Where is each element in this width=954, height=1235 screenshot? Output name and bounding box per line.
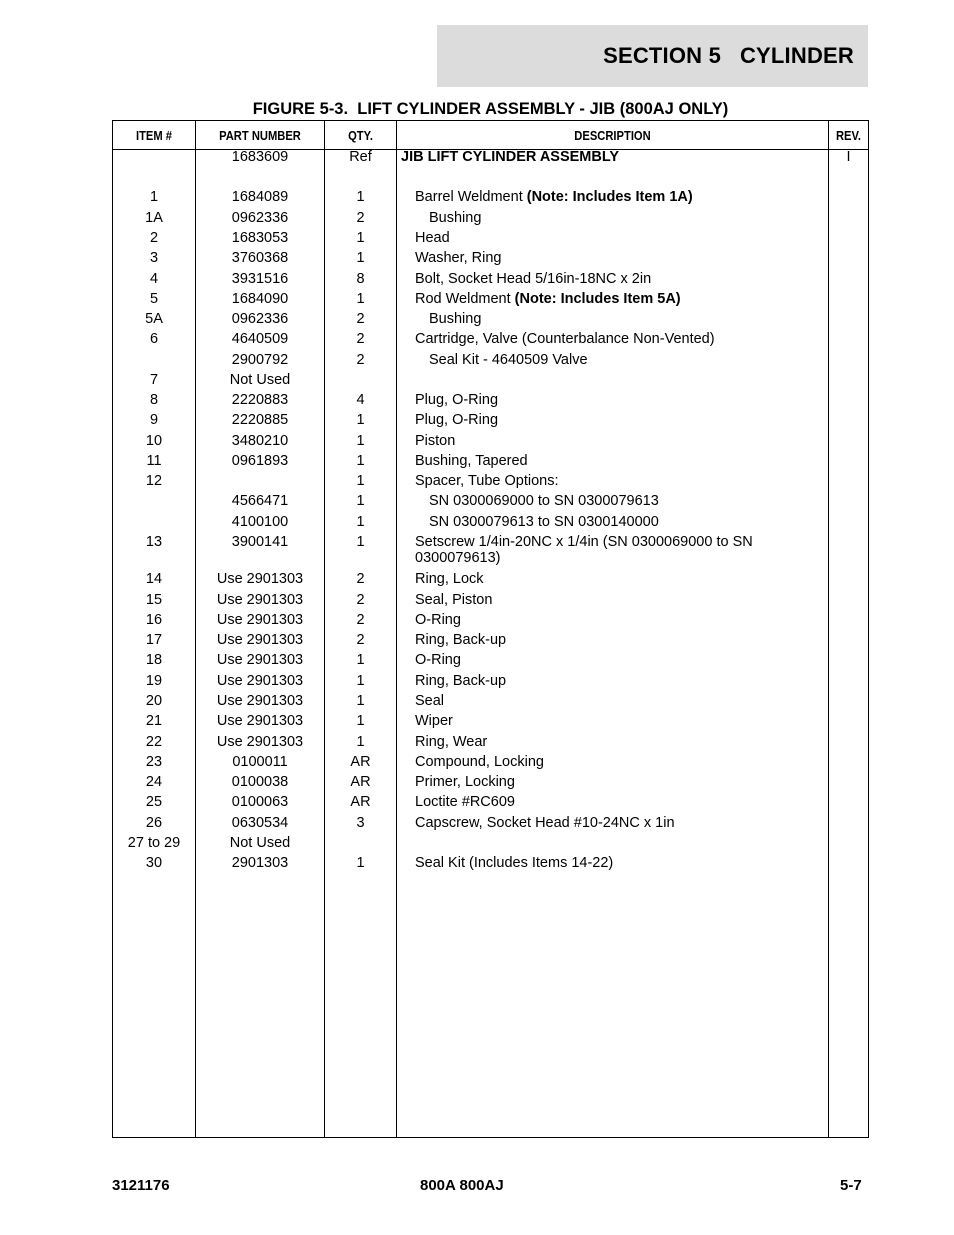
row-description-text: Seal Kit (Includes Items 14-22) (415, 855, 614, 871)
row-qty: 1 (356, 412, 365, 428)
row-item-number: 3 (149, 250, 159, 266)
row-item-number: 5A (145, 311, 163, 327)
row-part-number: Use 2901303 (216, 632, 304, 648)
row-part-number: 0100011 (232, 754, 288, 770)
row-description (415, 453, 835, 469)
row-qty: 1 (356, 693, 365, 709)
row-qty: 1 (356, 652, 365, 668)
row-qty: 3 (356, 815, 365, 831)
row-item-number: 11 (146, 453, 162, 469)
row-item-number: 27 to 29 (127, 835, 181, 851)
column-divider (396, 121, 397, 1137)
row-description (415, 571, 835, 587)
row-part-number: 3931516 (231, 271, 289, 287)
row-part-number: 4100100 (231, 514, 289, 530)
row-part-number: 2220885 (231, 412, 289, 428)
row-description (415, 855, 835, 871)
row-item-number: 8 (149, 392, 159, 408)
row-item-number: 9 (149, 412, 159, 428)
row-qty: 1 (356, 673, 365, 689)
row-item-number: 1 (149, 189, 159, 205)
row-qty: 2 (356, 612, 365, 628)
row-description (415, 250, 835, 266)
row-description-text: Loctite #RC609 (415, 794, 515, 810)
header-item: ITEM # (135, 127, 173, 143)
row-part-number: Not Used (229, 372, 291, 388)
row-part-number: 0961893 (231, 453, 289, 469)
row-description (415, 794, 835, 810)
row-qty: 1 (356, 713, 365, 729)
row-description-note: (Note: Includes Item 1A) (526, 189, 693, 205)
row-description-text: Seal, Piston (415, 592, 493, 608)
row-part-number: Use 2901303 (216, 571, 304, 587)
row-description-text: Ring, Lock (415, 571, 484, 587)
row-qty: 2 (356, 571, 365, 587)
row-description (415, 392, 835, 408)
row-qty: 4 (356, 392, 365, 408)
row-part-number: 1683053 (231, 230, 289, 246)
row-description-text: Seal Kit - 4640509 Valve (429, 352, 588, 368)
row-qty: 1 (356, 493, 365, 509)
row-item-number: 12 (145, 473, 163, 489)
row-item-number: 20 (145, 693, 163, 709)
row-qty: 1 (356, 734, 365, 750)
row-part-number: 2900792 (231, 352, 289, 368)
row-qty: 2 (356, 331, 365, 347)
row-description-text: Capscrew, Socket Head #10-24NC x 1in (415, 815, 675, 831)
row-description (429, 493, 849, 509)
row-part-number: 0962336 (231, 311, 289, 327)
row-description-text: Setscrew 1/4in-20NC x 1/4in (SN 0300069000 to SN 0300079613) (415, 534, 753, 566)
row-description (415, 693, 835, 709)
row-item-number: 1A (145, 210, 163, 226)
row-description (415, 592, 835, 608)
row-description (415, 534, 835, 566)
row-description (415, 291, 835, 307)
row-qty: 2 (356, 210, 365, 226)
row-qty: 2 (356, 632, 365, 648)
row-description-text: Bushing (429, 210, 482, 226)
row-item-number: 19 (145, 673, 163, 689)
row-qty: 1 (356, 453, 365, 469)
document-number: 3121176 (112, 1177, 170, 1194)
row-part-number: 4566471 (231, 493, 289, 509)
row-qty: Ref (349, 149, 372, 165)
row-part-number: 0100063 (231, 794, 289, 810)
row-item-number: 6 (149, 331, 159, 347)
row-item-number: 30 (145, 855, 163, 871)
row-item-number: 23 (145, 754, 163, 770)
row-description (415, 632, 835, 648)
row-qty: 2 (356, 311, 365, 327)
row-description-text: Spacer, Tube Options: (415, 473, 559, 489)
row-part-number: Use 2901303 (216, 592, 304, 608)
row-part-number: 0962336 (231, 210, 289, 226)
row-description-text: Bolt, Socket Head 5/16in-18NC x 2in (415, 271, 652, 287)
row-description-text: SN 0300079613 to SN 0300140000 (429, 514, 659, 530)
row-description-text: Ring, Wear (415, 734, 488, 750)
row-description (429, 352, 849, 368)
row-qty: 2 (356, 352, 365, 368)
row-description (415, 815, 835, 831)
header-rev: REV. (835, 127, 862, 143)
row-description-note: (Note: Includes Item 5A) (514, 291, 681, 307)
section-header (437, 25, 868, 87)
row-item-number: 13 (145, 534, 163, 550)
row-part-number: Use 2901303 (216, 652, 304, 668)
row-qty: 1 (356, 534, 365, 550)
row-item-number: 26 (145, 815, 163, 831)
row-description-text: Ring, Back-up (415, 632, 507, 648)
row-description-text: Wiper (415, 713, 453, 729)
row-part-number: 2901303 (231, 855, 289, 871)
row-item-number: 22 (145, 734, 163, 750)
row-part-number: Not Used (229, 835, 291, 851)
row-qty: AR (350, 754, 371, 770)
header-qty: QTY. (348, 127, 373, 143)
row-description-text: Cartridge, Valve (Counterbalance Non-Vented) (415, 331, 715, 347)
row-description-text: Bushing (429, 311, 482, 327)
row-description (415, 754, 835, 770)
row-qty: 1 (356, 230, 365, 246)
row-part-number: 3480210 (231, 433, 289, 449)
row-description-text: Compound, Locking (415, 754, 544, 770)
row-part-number: Use 2901303 (216, 713, 304, 729)
row-description-text: Plug, O-Ring (415, 392, 499, 408)
row-part-number: 1684089 (231, 189, 289, 205)
row-item-number: 24 (145, 774, 163, 790)
row-part-number: Use 2901303 (216, 693, 304, 709)
row-qty: AR (350, 774, 371, 790)
row-description-text: Plug, O-Ring (415, 412, 499, 428)
section-title: SECTION 5 CYLINDER (603, 43, 854, 68)
row-description-text: Barrel Weldment (415, 189, 527, 205)
row-qty: 1 (356, 189, 365, 205)
row-description (429, 514, 849, 530)
row-description (415, 673, 835, 689)
row-qty: 8 (356, 271, 365, 287)
row-qty: 1 (356, 514, 365, 530)
row-description (415, 774, 835, 790)
row-description-text: Rod Weldment (415, 291, 515, 307)
row-part-number: 3760368 (231, 250, 289, 266)
header-part-number: PART NUMBER (219, 127, 301, 143)
row-part-number: 0100038 (231, 774, 289, 790)
row-item-number: 17 (145, 632, 163, 648)
row-description (415, 412, 835, 428)
row-description (415, 331, 835, 347)
row-part-number: 2220883 (231, 392, 289, 408)
row-item-number: 25 (145, 794, 163, 810)
row-description (415, 713, 835, 729)
header-description: DESCRIPTION (574, 127, 651, 143)
row-description (415, 473, 835, 489)
row-description-text: O-Ring (415, 612, 461, 628)
row-description-text: SN 0300069000 to SN 0300079613 (429, 493, 659, 509)
parts-table (112, 120, 869, 1138)
model-name: 800A 800AJ (420, 1177, 504, 1194)
row-item-number: 21 (145, 713, 163, 729)
row-qty: 1 (356, 291, 365, 307)
row-description (429, 311, 849, 327)
row-description (415, 652, 835, 668)
row-description (415, 230, 835, 246)
row-qty: AR (350, 794, 371, 810)
row-item-number: 5 (149, 291, 159, 307)
row-part-number: 4640509 (231, 331, 289, 347)
row-item-number: 4 (149, 271, 159, 287)
row-description-text: Primer, Locking (415, 774, 515, 790)
row-part-number: Use 2901303 (216, 612, 304, 628)
row-item-number: 14 (145, 571, 163, 587)
row-rev: I (846, 149, 851, 165)
row-qty: 2 (356, 592, 365, 608)
row-item-number: 15 (145, 592, 163, 608)
row-item-number: 16 (145, 612, 163, 628)
row-qty: 1 (356, 855, 365, 871)
row-part-number: 1684090 (231, 291, 289, 307)
row-description (401, 149, 821, 165)
row-part-number: 0630534 (231, 815, 289, 831)
row-item-number: 7 (149, 372, 159, 388)
row-description-text: Seal (415, 693, 445, 709)
row-description (415, 433, 835, 449)
row-description (415, 612, 835, 628)
row-description-text: Bushing, Tapered (415, 453, 528, 469)
row-part-number: Use 2901303 (216, 673, 304, 689)
row-part-number: Use 2901303 (216, 734, 304, 750)
row-description (415, 271, 835, 287)
row-description-text: JIB LIFT CYLINDER ASSEMBLY (401, 149, 620, 165)
row-item-number: 18 (145, 652, 163, 668)
row-description (415, 189, 835, 205)
row-item-number: 10 (145, 433, 163, 449)
row-item-number: 2 (149, 230, 159, 246)
row-part-number: 3900141 (231, 534, 289, 550)
page-number: 5-7 (840, 1177, 862, 1194)
figure-title: FIGURE 5-3. LIFT CYLINDER ASSEMBLY - JIB (800AJ ONLY) (252, 100, 729, 118)
row-part-number: 1683609 (231, 149, 289, 165)
row-description-text: O-Ring (415, 652, 461, 668)
row-qty: 1 (356, 473, 365, 489)
row-description (429, 210, 849, 226)
row-description (415, 734, 835, 750)
row-description-text: Washer, Ring (415, 250, 502, 266)
row-qty: 1 (356, 433, 365, 449)
row-description-text: Head (415, 230, 450, 246)
row-description-text: Ring, Back-up (415, 673, 507, 689)
row-qty: 1 (356, 250, 365, 266)
row-description-text: Piston (415, 433, 456, 449)
